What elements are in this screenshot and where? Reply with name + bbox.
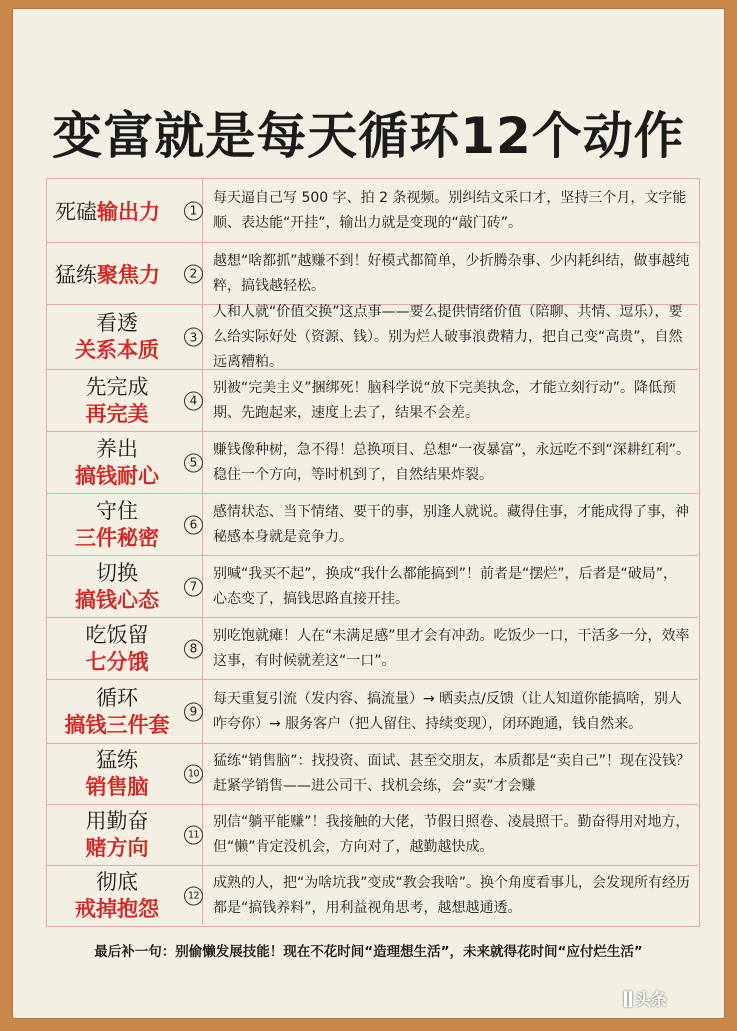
label-highlight: 戒掉抱怨 [75, 896, 159, 921]
row-label [47, 744, 187, 804]
number-badge: 7 [184, 577, 203, 596]
row-description: 别信“躺平能赚”！我接触的大佬，节假日照卷、凌晨照干。勤奋得用对地方，但“懒”肯定没机会，方向对了，越勤越快成。 [213, 814, 690, 855]
label-highlight: 搞钱心态 [75, 587, 159, 612]
label-part: 先完成 [85, 374, 149, 399]
number-badge: 11 [184, 826, 203, 845]
row-label [47, 432, 187, 493]
label-highlight: 销售脑 [85, 775, 149, 799]
row-label-cell [47, 305, 203, 369]
watermark-text: 头条 [635, 990, 668, 1009]
number-badge: 8 [184, 639, 203, 658]
row-label [47, 866, 187, 925]
row-description: 别喊“我买不起”，换成“我什么都能搞到”！前者是“摆烂”，后者是“破局”，心态变了，搞钱思路直接开挂。 [213, 565, 678, 607]
row-label [55, 179, 160, 242]
label-part: 守住 [96, 498, 138, 523]
table-row [47, 617, 698, 679]
row-label [47, 370, 187, 431]
row-label-cell [47, 243, 203, 304]
actions-table [46, 178, 700, 927]
row-description: 赚钱像种树，急不得！总换项目、总想“一夜暴富”，永远吃不到“深耕红利”。稳住一个方向，等时机到了，自然结果炸裂。 [213, 441, 691, 483]
row-label [55, 243, 160, 304]
watermark [624, 987, 667, 1010]
table-row [47, 242, 698, 304]
label-highlight: 输出力 [97, 199, 160, 224]
table-row [47, 369, 698, 431]
row-description: 感情状态、当下情绪、要干的事，别逢人就说。藏得住事，才能成得了事，神秘感本身就是竞争力。 [213, 503, 689, 545]
row-label-cell [47, 866, 203, 925]
row-label-cell [47, 494, 203, 555]
number-badge: 12 [184, 886, 203, 905]
row-label [47, 680, 187, 743]
row-label-cell [47, 432, 203, 493]
row-label [47, 305, 187, 369]
row-label [47, 805, 187, 865]
row-description: 越想“啥都抓”越赚不到！好模式都简单，少折腾杂事、少内耗纠结，做事越纯粹，搞钱越轻松。 [213, 252, 690, 294]
number-badge: 10 [184, 765, 203, 784]
label-highlight: 搞钱耐心 [75, 463, 159, 488]
table-row [47, 555, 698, 617]
label-part: 养出 [96, 436, 138, 461]
row-label [47, 556, 187, 617]
number-badge: 1 [184, 201, 203, 220]
row-description: 猛练“销售脑”：找投资、面试、甚至交朋友，本质都是“卖自己”！现在没钱？赶紧学销售——进公司干、找机会练，会“卖”才会赚 [213, 753, 691, 794]
table-row [47, 304, 698, 369]
table-row [47, 804, 698, 865]
label-part: 循环 [96, 685, 138, 710]
label-part: 猛练 [96, 748, 138, 772]
row-label [47, 494, 187, 555]
table-row [47, 865, 698, 925]
table-row [47, 179, 698, 242]
number-badge: 3 [184, 328, 203, 347]
label-highlight: 搞钱三件套 [64, 712, 170, 737]
row-label-cell [47, 370, 203, 431]
page-title: 变富就是每天循环12个动作 [52, 107, 685, 165]
table-row [47, 431, 698, 493]
table-row [47, 679, 698, 743]
label-part: 彻底 [96, 869, 138, 894]
row-label-cell [47, 556, 203, 617]
row-description: 每天重复引流（发内容、搞流量）→ 晒卖点/反馈（让人知道你能搞啥，别人咋夸你）→ 服务客户（把人留住、持续变现），闭环跑通，钱自然来。 [213, 690, 682, 732]
number-badge: 5 [184, 453, 203, 472]
number-badge: 4 [184, 391, 203, 410]
label-part: 死磕 [55, 199, 97, 224]
row-label-cell [47, 179, 203, 242]
label-part: 切换 [96, 560, 138, 585]
table-row [47, 493, 698, 555]
row-description: 成熟的人，把“为啥坑我”变成“教会我啥”。换个角度看事儿，会发现所有经历都是“搞钱养料”，用利益视角思考，越想越通透。 [213, 874, 691, 916]
table-row [47, 743, 698, 804]
row-label-cell [47, 680, 203, 743]
poster [12, 8, 725, 1019]
footer-note: 最后补一句：别偷懒发展技能！现在不花时间“造理想生活”，未来就得花时间“应付烂生活” [94, 944, 643, 960]
row-label-cell [47, 805, 203, 865]
label-highlight: 关系本质 [75, 338, 159, 362]
label-part: 猛练 [55, 262, 97, 287]
label-highlight: 赌方向 [85, 836, 149, 860]
row-label-cell [47, 618, 203, 679]
number-badge: 2 [184, 264, 203, 283]
row-description: 别吃饱就瘫！人在“未满足感”里才会有冲劲。吃饭少一口，干活多一分，效率这事，有时候就差这“一口”。 [213, 627, 690, 669]
row-description: 每天逼自己写 500 字、拍 2 条视频。别纠结文采口才，坚持三个月，文字能顺、表达能“开挂”，输出力就是变现的“敲门砖”。 [213, 189, 687, 231]
number-badge: 6 [184, 515, 203, 534]
label-part: 吃饭留 [85, 622, 149, 647]
label-highlight: 三件秘密 [75, 525, 159, 550]
label-highlight: 再完美 [85, 401, 149, 426]
row-label-cell [47, 744, 203, 804]
number-badge: 9 [184, 702, 203, 721]
label-part: 看透 [96, 311, 138, 335]
label-highlight: 七分饿 [85, 649, 149, 674]
watermark-logo-icon [624, 991, 632, 1007]
label-highlight: 聚焦力 [97, 262, 160, 287]
label-part: 用勤奋 [85, 809, 149, 833]
row-description: 人和人就“价值交换”这点事——要么提供情绪价值（陪聊、共情、逗乐），要么给实际好处（资源、钱）。别为烂人破事浪费精力，把自己变“高贵”，自然远离糟粕。 [213, 303, 683, 370]
row-description: 别被“完美主义”捆绑死！脑科学说“放下完美执念，才能立刻行动”。降低预期、先跑起来，速度上去了，结果不会差。 [213, 379, 677, 421]
row-label [47, 618, 187, 679]
